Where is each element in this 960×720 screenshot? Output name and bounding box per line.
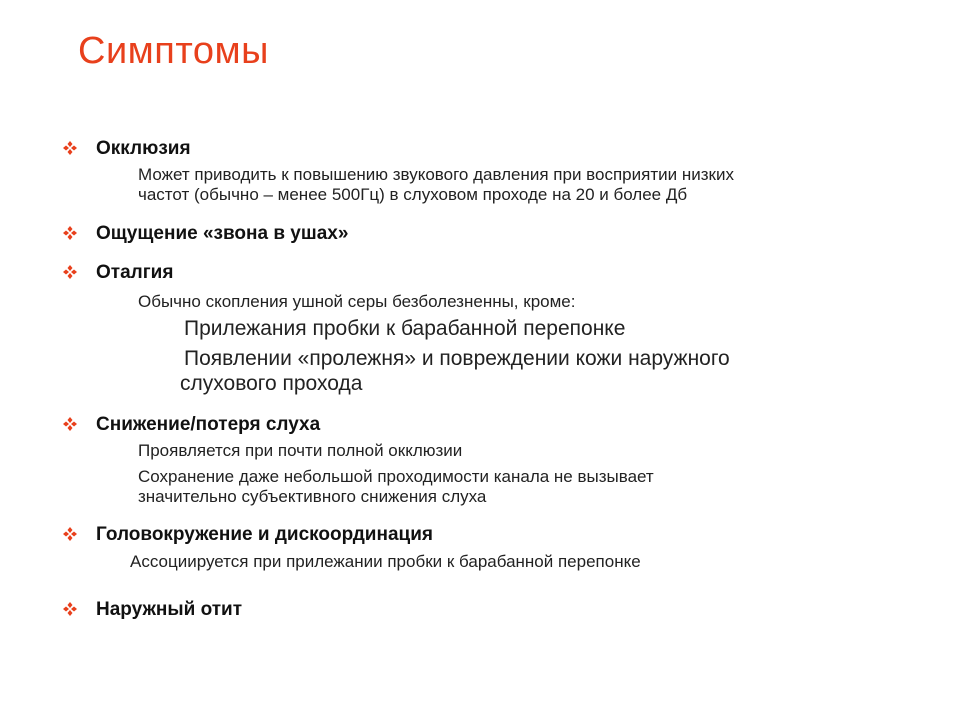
section-heading-tinnitus: Ощущение «звона в ушах» xyxy=(96,223,349,244)
section-heading-otalgia: Оталгия xyxy=(96,262,174,283)
section-subtext: Прилежания пробки к барабанной перепонке xyxy=(184,317,626,340)
section-text: Проявляется при почти полной окклюзии xyxy=(138,441,463,460)
section-text: значительно субъективного снижения слуха xyxy=(138,487,487,506)
section-heading-external-otitis: Наружный отит xyxy=(96,599,242,620)
section-heading-hearing-loss: Снижение/потеря слуха xyxy=(96,414,321,435)
section-text: частот (обычно – менее 500Гц) в слуховом проходе на 20 и более Дб xyxy=(138,185,688,204)
diamond-bullet-icon xyxy=(62,601,78,617)
diamond-bullet-icon xyxy=(62,140,78,156)
section-text: Обычно скопления ушной серы безболезненны, кроме: xyxy=(138,292,576,311)
section-text: Сохранение даже небольшой проходимости канала не вызывает xyxy=(138,467,654,486)
section-heading-dizziness: Головокружение и дискоординация xyxy=(96,524,433,545)
diamond-bullet-icon xyxy=(62,225,78,241)
section-subtext: Появлении «пролежня» и повреждении кожи наружного xyxy=(184,347,730,370)
diamond-bullet-icon xyxy=(62,416,78,432)
diamond-bullet-icon xyxy=(62,526,78,542)
section-heading-occlusion: Окклюзия xyxy=(96,138,191,159)
section-text: Ассоциируется при прилежании пробки к барабанной перепонке xyxy=(130,552,641,571)
section-subtext: слухового прохода xyxy=(180,372,363,395)
page-title: Симптомы xyxy=(78,30,269,72)
section-text: Может приводить к повышению звукового давления при восприятии низких xyxy=(138,165,734,184)
diamond-bullet-icon xyxy=(62,264,78,280)
